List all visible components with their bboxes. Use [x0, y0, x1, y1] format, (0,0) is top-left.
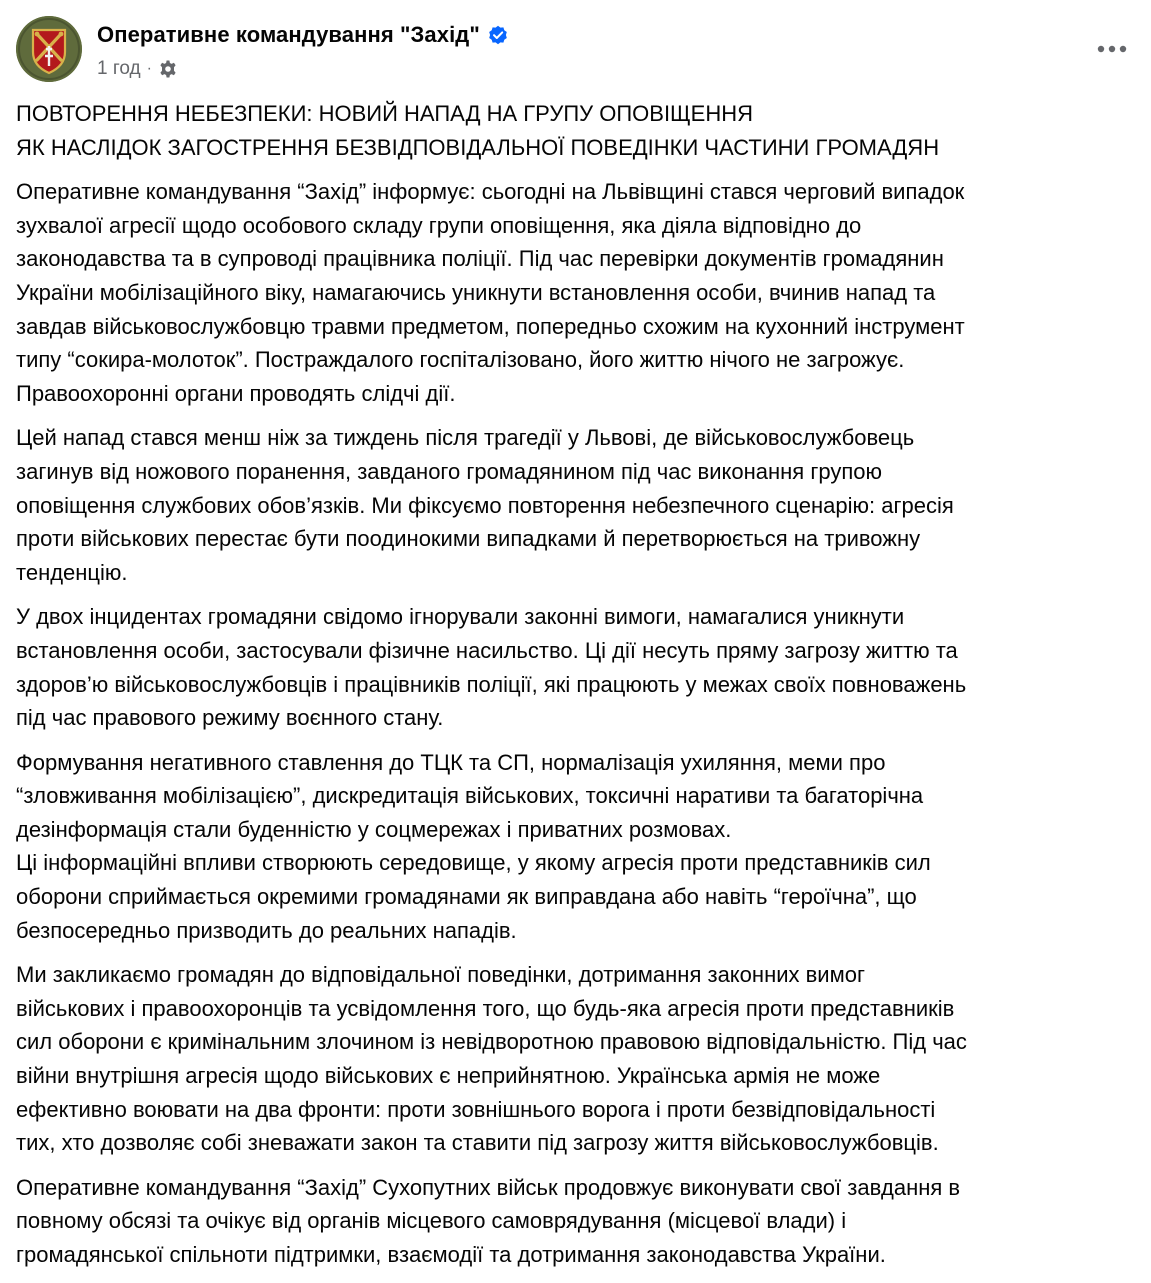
page-avatar[interactable] [16, 16, 82, 82]
paragraph-line: оповіщення службових обов’язків. Ми фіксуємо повторення небезпечного сценарію: агресія [16, 492, 954, 518]
gear-icon[interactable] [158, 59, 178, 79]
paragraph [16, 1171, 1141, 1272]
paragraph-line: “зловживання мобілізацією”, дискредитація військових, токсичні наративи та багаторічна [16, 783, 924, 809]
paragraph-line: громадянської спільноти підтримки, взаємодії та дотримання законодавства України. [16, 1242, 886, 1267]
post-timestamp-link[interactable]: 1 год [97, 58, 141, 79]
paragraph-line: законодавства та в супроводі працівника поліції. Під час перевірки документів громадянин [16, 246, 944, 272]
paragraph-line: Правоохоронні органи проводять слідчі дії. [16, 380, 456, 406]
paragraph-line: тих, хто дозволяє собі зневажати закон та ставити під загрозу життя військовослужбовців. [16, 1130, 939, 1156]
paragraph-line: під час правового режиму воєнного стану. [16, 705, 444, 731]
paragraph-line: завдав військовослужбовцю травми предметом, попередньо схожим на кухонний інструмент [16, 313, 965, 339]
post-header [16, 16, 1136, 84]
paragraph-line: України мобілізаційного віку, намагаючись уникнути встановлення особи, вчинив напад та [16, 279, 936, 305]
post-headline [16, 97, 1141, 164]
paragraph-line: тенденцію. [16, 559, 128, 585]
post-meta [97, 56, 178, 82]
headline-line: ПОВТОРЕННЯ НЕБЕЗПЕКИ: НОВИЙ НАПАД НА ГРУПУ ОПОВІЩЕННЯ [16, 101, 754, 126]
paragraph [16, 746, 1141, 948]
paragraph-line: Оперативне командування “Захід” Сухопутних військ продовжує виконувати свої завдання в [16, 1174, 961, 1200]
more-options-button[interactable] [1090, 32, 1134, 66]
paragraph [16, 600, 1141, 734]
post-text [16, 97, 1141, 1283]
paragraph-line: У двох інцидентах громадяни свідомо ігнорували законні вимоги, намагалися уникнути [16, 604, 905, 630]
paragraph [16, 175, 1141, 410]
paragraph-line: повному обсязі та очікує від органів місцевого самоврядування (місцевої влади) і [16, 1208, 847, 1234]
more-options-icon [1097, 45, 1127, 53]
paragraph-line: Цей напад стався менш ніж за тиждень після трагедії у Львові, де військовослужбовець [16, 425, 915, 451]
paragraph-line: Оперативне командування “Захід” інформує: сьогодні на Львівщині стався черговий випадок [16, 179, 965, 205]
meta-separator: · [146, 60, 152, 77]
paragraph-line: зухвалої агресії щодо особового складу групи оповіщення, яка діяла відповідно до [16, 212, 862, 238]
paragraph-line: безпосередньо призводить до реальних нападів. [16, 917, 517, 943]
shield-emblem-icon [16, 16, 82, 82]
paragraph-line: Ми закликаємо громадян до відповідальної поведінки, дотримання законних вимог [16, 962, 865, 988]
paragraph [16, 958, 1141, 1160]
author-line [97, 20, 508, 50]
paragraph-line: Ці інформаційні впливи створюють середовище, у якому агресія проти представників сил [16, 850, 931, 876]
paragraph-line: здоров’ю військовослужбовців і працівників поліції, які працюють у межах своїх повноважень [16, 671, 967, 697]
paragraph-line: ефективно воювати на два фронти: проти зовнішнього ворога і проти безвідповідальності [16, 1096, 936, 1122]
headline-line: ЯК НАСЛІДОК ЗАГОСТРЕННЯ БЕЗВІДПОВІДАЛЬНОЇ ПОВЕДІНКИ ЧАСТИНИ ГРОМАДЯН [16, 134, 940, 160]
paragraph-line: встановлення особи, застосували фізичне насильство. Ці дії несуть пряму загрозу життю та [16, 637, 958, 663]
paragraph-line: дезінформація стали буденністю у соцмережах і приватних розмовах. [16, 816, 732, 842]
verified-badge-icon [488, 25, 508, 45]
paragraph-line: проти військових перестає бути поодинокими випадками й перетворюється на тривожну [16, 526, 921, 552]
paragraph-line: оборони сприймається окремими громадянами як виправдана або навіть “героїчна”, що [16, 884, 917, 910]
paragraph-line: військових і правоохоронців та усвідомлення того, що будь-яка агресія проти представників [16, 995, 955, 1021]
paragraph-line: типу “сокира-молоток”. Постраждалого госпіталізовано, його життю нічого не загрожує. [16, 347, 905, 373]
page-name-link[interactable]: Оперативне командування "Захід" [97, 22, 480, 47]
paragraph-line: Формування негативного ставлення до ТЦК та СП, нормалізація ухиляння, меми про [16, 749, 886, 775]
paragraph-line: загинув від ножового поранення, завданого громадянином під час виконання групою [16, 458, 882, 484]
paragraph [16, 421, 1141, 589]
paragraph-line: сил оборони є кримінальним злочином із невідворотною правовою відповідальністю. Під час [16, 1029, 967, 1055]
paragraph-line: війни внутрішня агресія щодо військових є неприйнятною. Українська армія не може [16, 1063, 881, 1089]
